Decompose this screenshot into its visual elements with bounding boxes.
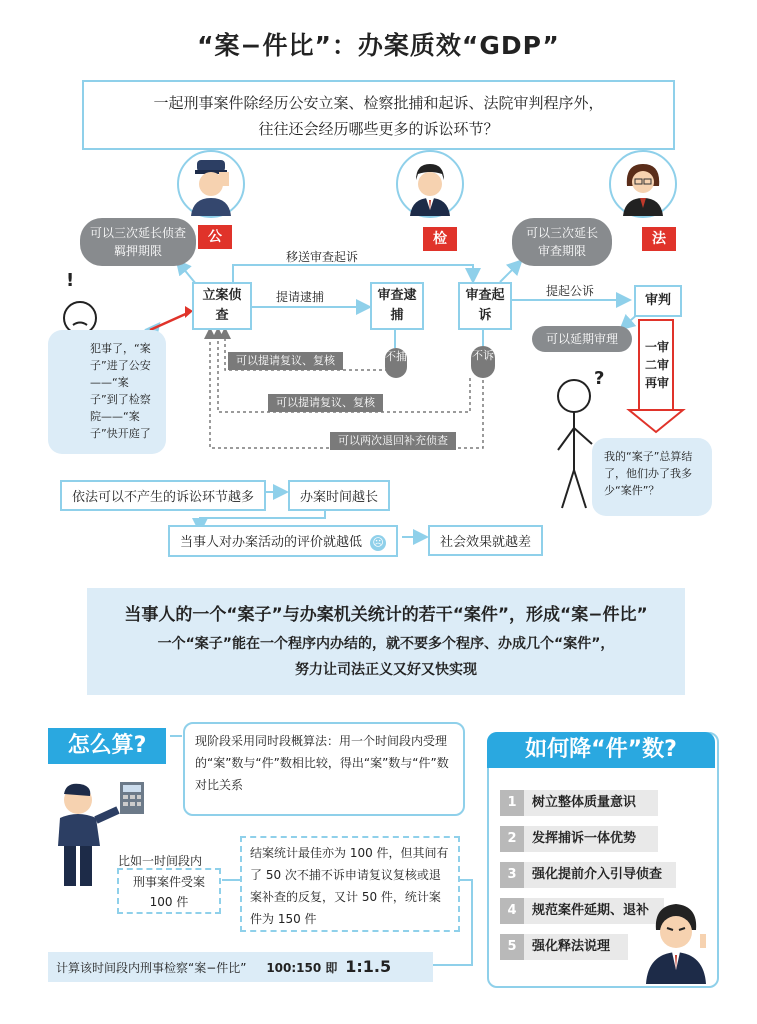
no-prosecute-badge: 不诉 <box>471 346 495 378</box>
result-calc: 100:150 即 <box>266 961 338 975</box>
reconsider-label-2: 可以提请复议、复核 <box>268 394 383 412</box>
page-title: “案−件比”：办案质效“GDP” <box>197 31 560 60</box>
procuratorate-tag: 检 <box>423 227 457 251</box>
banner-line-2: 一个“案子”能在一个程序内办结的，就不要多个程序、办成几个“案件”， <box>157 636 615 652</box>
flow-filing-label: 立案侦查 <box>202 288 242 323</box>
intro-line-2: 往往还会经历哪些更多的诉讼环节？ <box>258 120 499 138</box>
trial-level-3: 再审 <box>645 376 670 390</box>
chain-box-2: 办案时间越长 <box>288 480 390 511</box>
chain-box-1: 依法可以不产生的诉讼环节越多 <box>60 480 266 511</box>
banner-line-3: 努力让司法正义又好又快实现 <box>295 662 477 678</box>
step-num-1: 1 <box>500 790 524 816</box>
step-label-3: 强化提前介入引导侦查 <box>532 867 663 882</box>
police-extend-cloud: 可以三次延长侦查羁押期限 <box>80 218 196 266</box>
calc-method-box: 现阶段采用同时段概算法：用一个时间段内受理的“案”数与“件”数相比较，得出“案”数与“件”数对比关系 <box>183 722 465 816</box>
procuratorate-extend-cloud: 可以三次延长审查期限 <box>512 218 612 266</box>
chain-box-4: 社会效果就越差 <box>428 525 543 556</box>
flow-trial-box: 审判 <box>634 285 682 317</box>
chain-box-3-label: 当事人对办案活动的评价就越低 <box>180 535 363 550</box>
reconsider-label-1: 可以提请复议、复核 <box>228 352 343 370</box>
step-num-4: 4 <box>500 898 524 924</box>
step-label-5: 强化释法说理 <box>532 939 611 954</box>
step-num-2: 2 <box>500 826 524 852</box>
reduce-heading: 如何降“件”数? <box>487 732 715 768</box>
accepted-line-2: 100 件 <box>149 895 189 909</box>
flow-review-arrest-label: 审查逮捕 <box>377 288 417 323</box>
return-twice-label: 可以两次退回补充侦查 <box>330 432 456 450</box>
no-arrest-badge: 不捕 <box>385 348 407 378</box>
court-tag: 法 <box>642 227 676 251</box>
intro-line-1: 一起刑事案件除经历公安立案、检察批捕和起诉、法院审判程序外， <box>153 94 604 112</box>
result-text: 计算该时间段内刑事检察“案−件比” <box>56 961 247 975</box>
court-extend-cloud: 可以延期审理 <box>532 326 632 352</box>
step-num-3: 3 <box>500 862 524 888</box>
calc-heading: 怎么算? <box>48 728 166 764</box>
step-label-4: 规范案件延期、退补 <box>532 903 650 918</box>
trial-level-2: 二审 <box>645 358 670 372</box>
official-pointing-icon <box>646 904 706 984</box>
left-note: 犯事了，“案子”进了公安——“案子”到了检察院——“案子”快开庭了 <box>48 330 166 454</box>
arrow-prosecute-label: 提起公诉 <box>546 284 595 298</box>
arrow-transfer-label: 移送审查起诉 <box>286 250 359 264</box>
result-ratio: 1:1.5 <box>345 957 392 976</box>
arrow-arrest-label: 提请逮捕 <box>276 290 325 304</box>
right-note: 我的“案子”总算结了，他们办了我多少“案件”？ <box>592 438 712 516</box>
sad-face-icon: ☹ <box>370 535 386 551</box>
step-label-2: 发挥捕诉一体优势 <box>532 831 637 846</box>
step-num-5: 5 <box>500 934 524 960</box>
exclaim-mark: ! <box>66 270 75 291</box>
question-mark: ? <box>594 368 605 389</box>
trial-level-1: 一审 <box>645 340 670 354</box>
police-tag: 公 <box>198 225 232 249</box>
calc-detail-box: 结案统计最佳亦为 100 件，但其间有了 50 次不捕不诉申请复议复核或退案补查的反复，又计 50 件，统计案件为 150 件 <box>240 836 460 932</box>
flow-review-prosecution-label: 审查起诉 <box>465 288 505 323</box>
accepted-line-1: 刑事案件受案 <box>132 875 205 889</box>
banner-line-1: 当事人的一个“案子”与办案机关统计的若干“案件”，形成“案−件比” <box>124 605 648 625</box>
example-label: 比如一时间段内 <box>118 854 203 868</box>
step-label-1: 树立整体质量意识 <box>532 795 637 810</box>
